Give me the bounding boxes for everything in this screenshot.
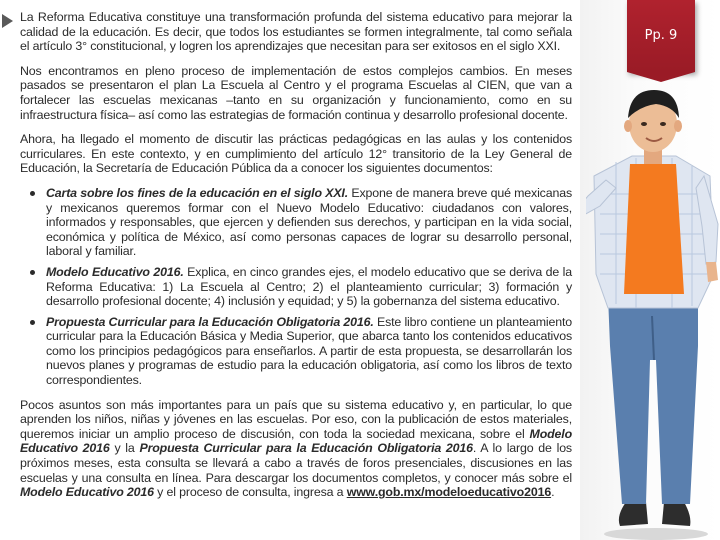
page-number-label: Pp. 9	[644, 28, 678, 43]
bullet-title: Carta sobre los fines de la educación en el siglo XXI.	[46, 185, 349, 200]
closing-text: .	[551, 485, 555, 500]
play-arrow-icon[interactable]	[2, 14, 13, 28]
bullet-title: Propuesta Curricular para la Educación Obligatoria 2016.	[46, 314, 374, 329]
closing-paragraph	[20, 398, 572, 500]
intro-paragraph: La Reforma Educativa constituye una transformación profunda del sistema educativo para mejorar la calidad de la educación. Es decir, que todos los estudiantes se formen integralmente, tal como señala el artículo 3° constitucional, y logren los aprendizajes que necesitan para ser exitosos en el siglo XXI.	[20, 10, 572, 54]
closing-emphasis: Propuesta Curricular para la Educación Obligatoria 2016	[139, 441, 473, 456]
closing-text: Pocos asuntos son más importantes para un país que su sistema educativo y, en particular, lo que aprenden los niños, niñas y jóvenes en las escuelas. Por eso, con la publicación de estos materiales, queremos iniciar un amplio proceso de discusión, con toda la sociedad mexicana, sobre el	[20, 397, 572, 441]
closing-text: y el proceso de consulta, ingresa a	[153, 485, 347, 500]
page-number-badge	[627, 0, 695, 72]
bullet-body: Este libro contiene un planteamiento curricular para la Educación Básica y Media Superior, que abarca tanto los contenidos educativos como los principios pedagógicos para enseñarlos. A partir de esta propuesta, se desarrollarán los nuevos planes y programas de estudio para la educación obligatoria, así como los libros de texto correspondientes.	[46, 314, 573, 388]
documents-list	[20, 186, 572, 388]
closing-text: . A lo largo de los próximos meses, esta consulta se llevará a cabo a través de foros presenciales, discusiones en las escuelas y una consulta en línea. Para descargar los documentos completos, y conocer más sobre el	[20, 441, 572, 485]
bullet-title: Modelo Educativo 2016.	[46, 264, 184, 279]
consultation-link[interactable]: www.gob.mx/modeloeducativo2016	[346, 485, 552, 500]
implementation-paragraph: Nos encontramos en pleno proceso de implementación de estos complejos cambios. En meses pasados se presentaron el plan La Escuela al Centro y el programa Escuelas al CIEN, que van a fortalecer las escuelas mexicanas –tanto en su organización y funcionamiento, como en su infraestructura física– así como las estrategias de formación continua y desarrollo profesional docente.	[20, 63, 572, 122]
bullet-body: Expone de manera breve qué mexicanas y mexicanos queremos formar con el Nuevo Modelo Educativo: ciudadanos con valores, informados y responsables, que ejercen y defienden sus derechos, y participan en la vida social, económica y política de México, así como personas capaces de lograr su desarrollo personal, laboral y familiar.	[46, 185, 572, 259]
list-item	[46, 186, 572, 259]
list-item	[46, 265, 572, 309]
closing-emphasis: Modelo Educativo 2016	[20, 485, 154, 500]
bullet-body: Explica, en cinco grandes ejes, el modelo educativo que se deriva de la Reforma Educativa: 1) La Escuela al Centro; 2) el planteamiento curricular; 3) formación y desarrollo profesional docente; 4) inclusión y equidad; y 5) la gobernanza del sistema educativo.	[46, 264, 572, 309]
boy-illustration	[586, 84, 720, 540]
context-paragraph: Ahora, ha llegado el momento de discutir las prácticas pedagógicas en las aulas y los contenidos curriculares. En este contexto, y en cumplimiento del artículo 12° transitorio de la Ley General de Educación, la Secretaría de Educación Pública da a conocer los siguientes documentos:	[20, 132, 572, 176]
list-item	[46, 315, 572, 388]
closing-text: y la	[109, 441, 140, 456]
closing-emphasis: Modelo Educativo 2016	[20, 426, 572, 456]
document-text	[20, 10, 572, 510]
